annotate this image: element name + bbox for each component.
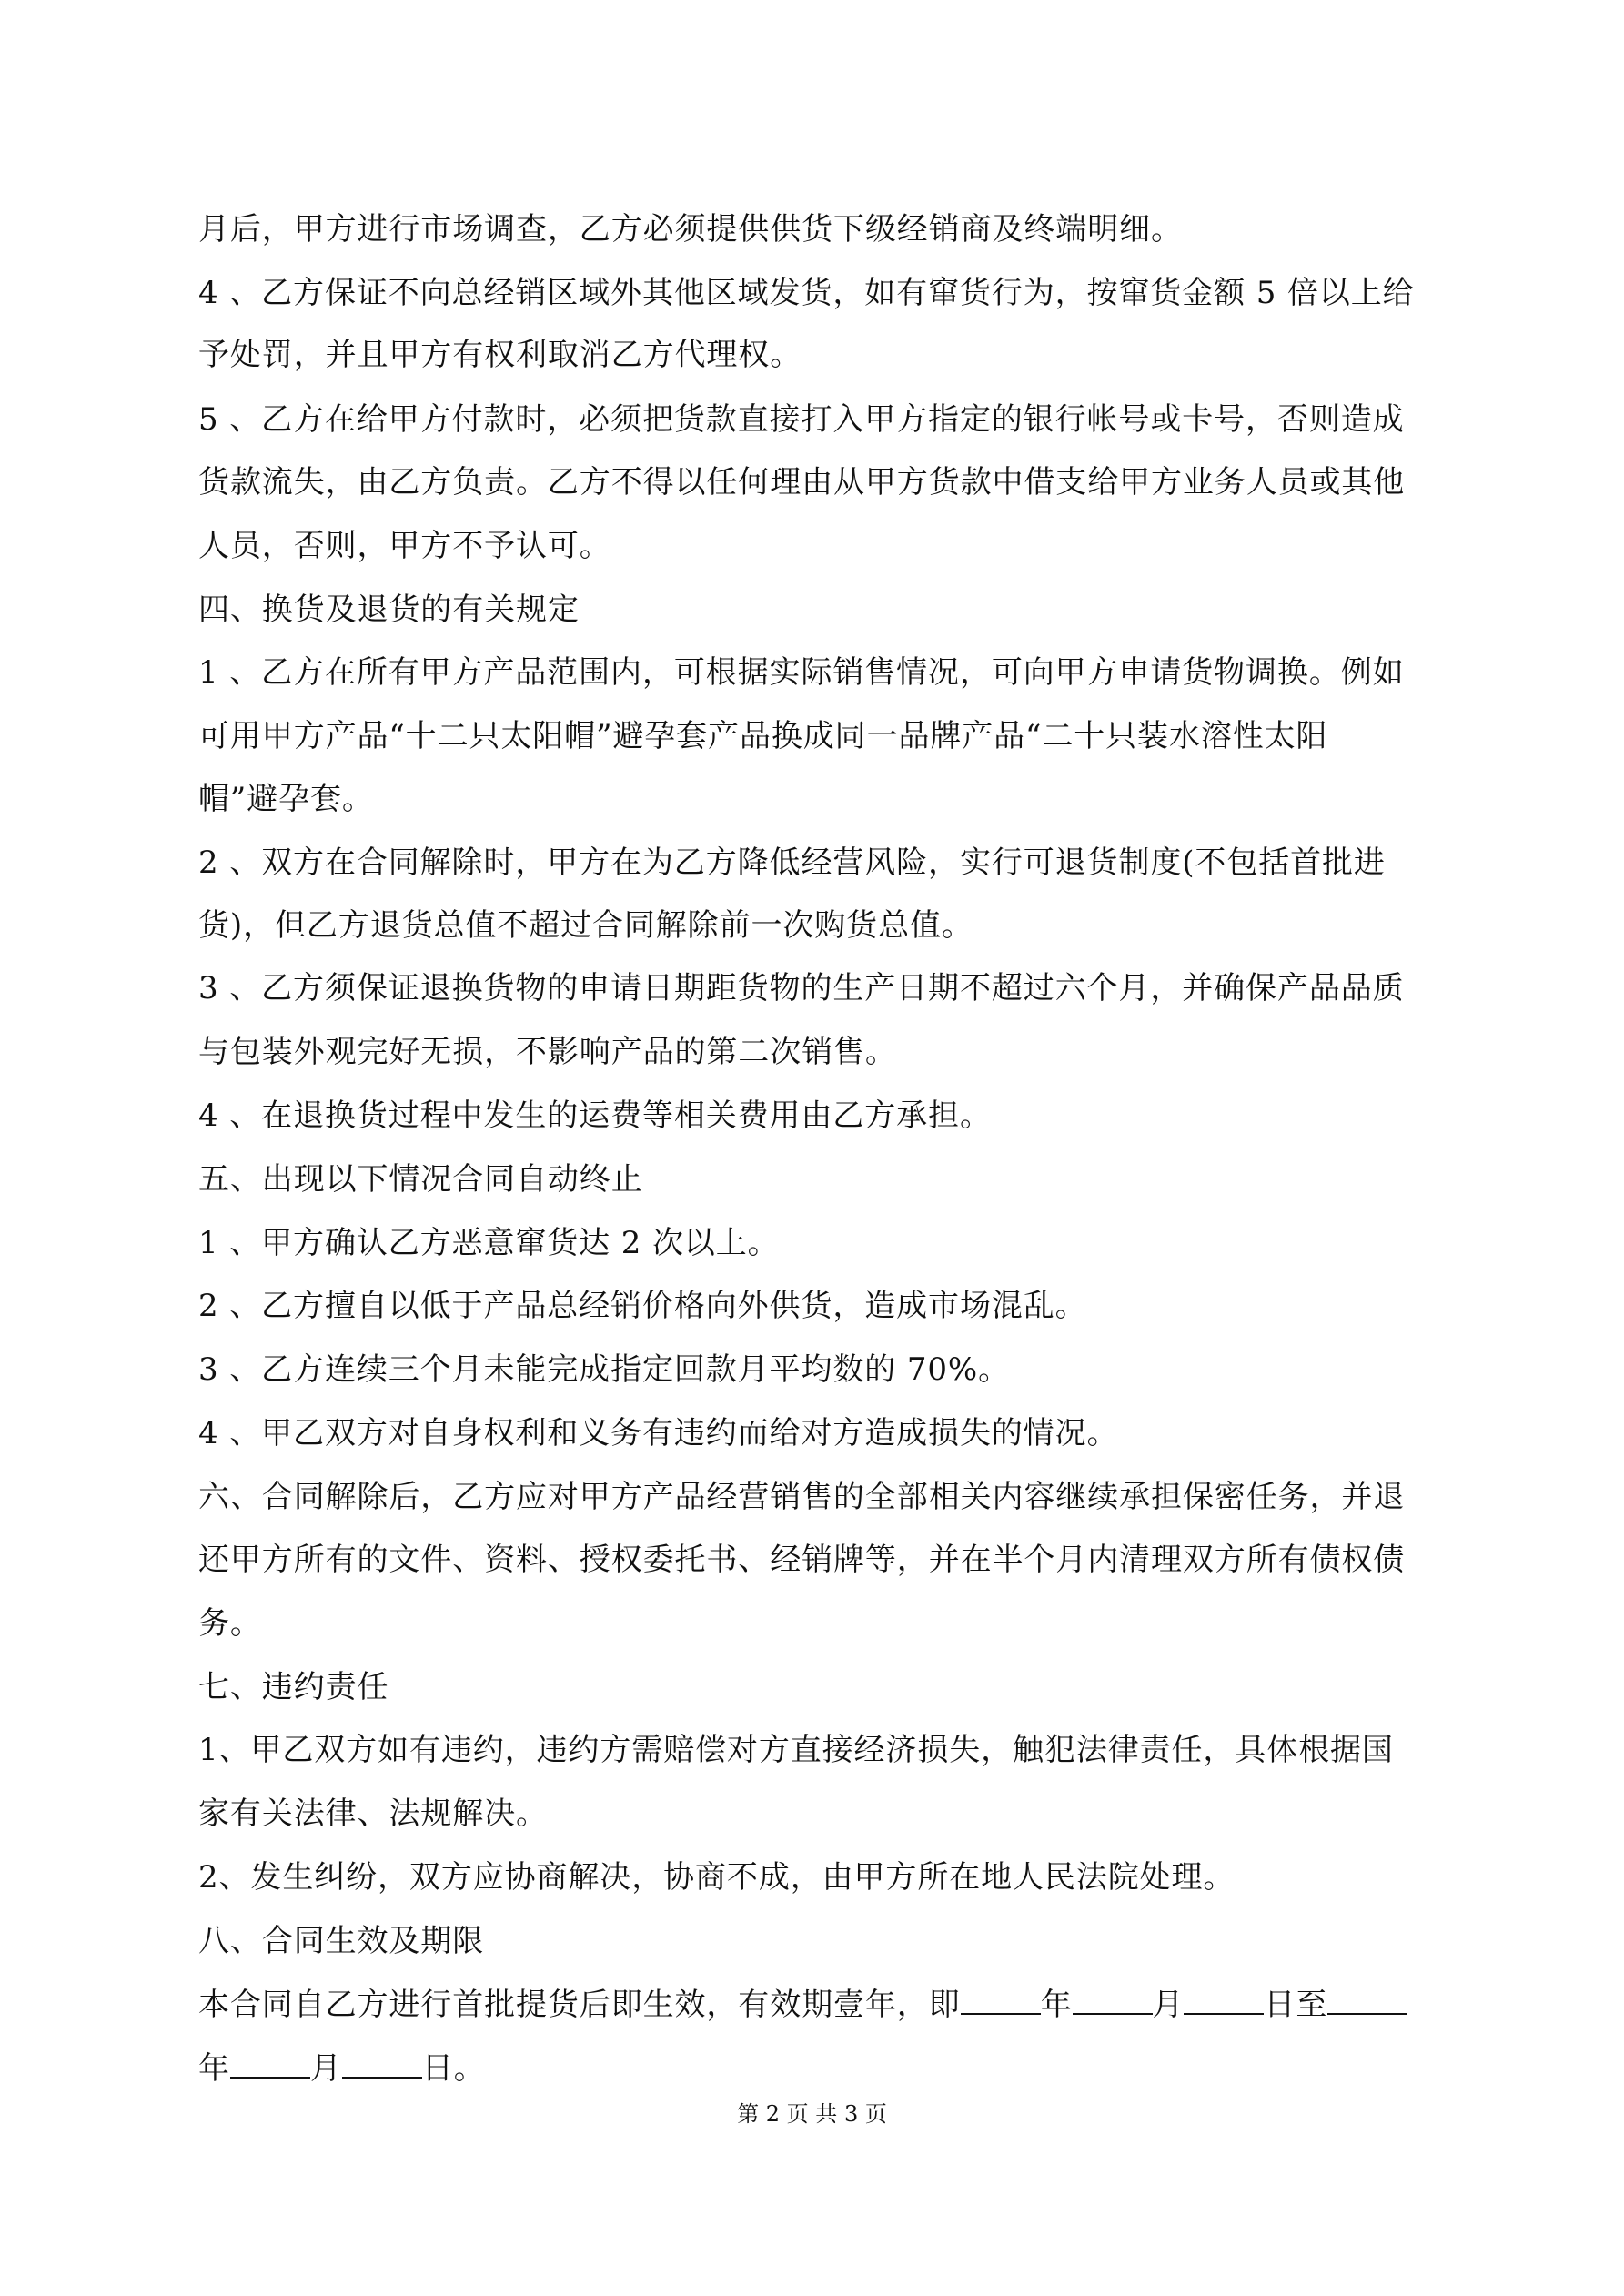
page-number-footer: 第 2 页 共 3 页 [737,2101,887,2127]
effective-period-line-1 [198,1986,1445,2023]
paragraph-line: 4 、乙方保证不向总经销区域外其他区域发货，如有窜货行为，按窜货金额 5 倍以上给 [198,275,1415,311]
paragraph-line: 家有关法律、法规解决。 [198,1795,548,1832]
end-day-blank[interactable] [342,2049,422,2079]
paragraph-line: 务。 [198,1605,262,1642]
paragraph-line: 4 、甲乙双方对自身权利和义务有违约而给对方造成损失的情况。 [198,1415,1119,1451]
section-heading: 七、违约责任 [198,1669,389,1705]
paragraph-line: 与包装外观完好无损，不影响产品的第二次销售。 [198,1034,897,1070]
paragraph-line: 六、合同解除后，乙方应对甲方产品经营销售的全部相关内容继续承担保密任务，并退 [198,1479,1406,1515]
month-label: 月 [1152,1987,1185,2023]
end-month-blank[interactable] [230,2049,310,2079]
paragraph-line: 2 、乙方擅自以低于产品总经销价格向外供货，造成市场混乱。 [198,1288,1087,1324]
day-end-label: 日。 [421,2050,486,2087]
paragraph-line: 货)，但乙方退货总值不超过合同解除前一次购货总值。 [198,907,973,944]
year-label: 年 [198,2050,230,2087]
effective-period-prefix: 本合同自乙方进行首批提货后即生效，有效期壹年，即 [198,1987,961,2023]
year-label: 年 [1040,1987,1073,2023]
section-heading: 四、换货及退货的有关规定 [198,592,580,628]
paragraph-line: 1、甲乙双方如有违约，违约方需赔偿对方直接经济损失，触犯法律责任，具体根据国 [198,1732,1394,1768]
section-heading: 五、出现以下情况合同自动终止 [198,1161,643,1198]
start-year-blank[interactable] [961,1986,1041,2015]
month-label: 月 [309,2050,342,2087]
paragraph-line: 2、发生纠纷，双方应协商解决，协商不成，由甲方所在地人民法院处理。 [198,1859,1236,1896]
paragraph-line: 1 、乙方在所有甲方产品范围内，可根据实际销售情况，可向甲方申请货物调换。例如 [198,654,1405,691]
start-day-blank[interactable] [1184,1986,1264,2015]
paragraph-line: 人员，否则，甲方不予认可。 [198,528,611,564]
section-heading: 八、合同生效及期限 [198,1923,485,1959]
effective-period-line-2 [198,2049,1445,2087]
paragraph-line: 帽”避孕套。 [198,781,374,817]
paragraph-line: 5 、乙方在给甲方付款时，必须把货款直接打入甲方指定的银行帐号或卡号，否则造成 [198,401,1405,438]
paragraph-line: 4 、在退换货过程中发生的运费等相关费用由乙方承担。 [198,1097,992,1134]
paragraph-line: 还甲方所有的文件、资料、授权委托书、经销牌等，并在半个月内清理双方所有债权债 [198,1542,1406,1578]
paragraph-line: 3 、乙方连续三个月未能完成指定回款月平均数的 70%。 [198,1351,1011,1388]
paragraph-line: 1 、甲方确认乙方恶意窜货达 2 次以上。 [198,1225,780,1261]
paragraph-line: 2 、双方在合同解除时，甲方在为乙方降低经营风险，实行可退货制度(不包括首批进 [198,845,1386,881]
day-to-label: 日至 [1264,1987,1328,2023]
start-month-blank[interactable] [1073,1986,1153,2015]
paragraph-line: 予处罚，并且甲方有权利取消乙方代理权。 [198,337,802,373]
paragraph-line: 月后，甲方进行市场调查，乙方必须提供供货下级经销商及终端明细。 [198,211,1183,248]
paragraph-line: 可用甲方产品“十二只太阳帽”避孕套产品换成同一品牌产品“二十只装水溶性太阳 [198,718,1328,754]
paragraph-line: 3 、乙方须保证退换货物的申请日期距货物的生产日期不超过六个月，并确保产品品质 [198,970,1405,1006]
paragraph-line: 货款流失，由乙方负责。乙方不得以任何理由从甲方货款中借支给甲方业务人员或其他 [198,464,1406,501]
end-year-blank[interactable] [1327,1986,1407,2015]
